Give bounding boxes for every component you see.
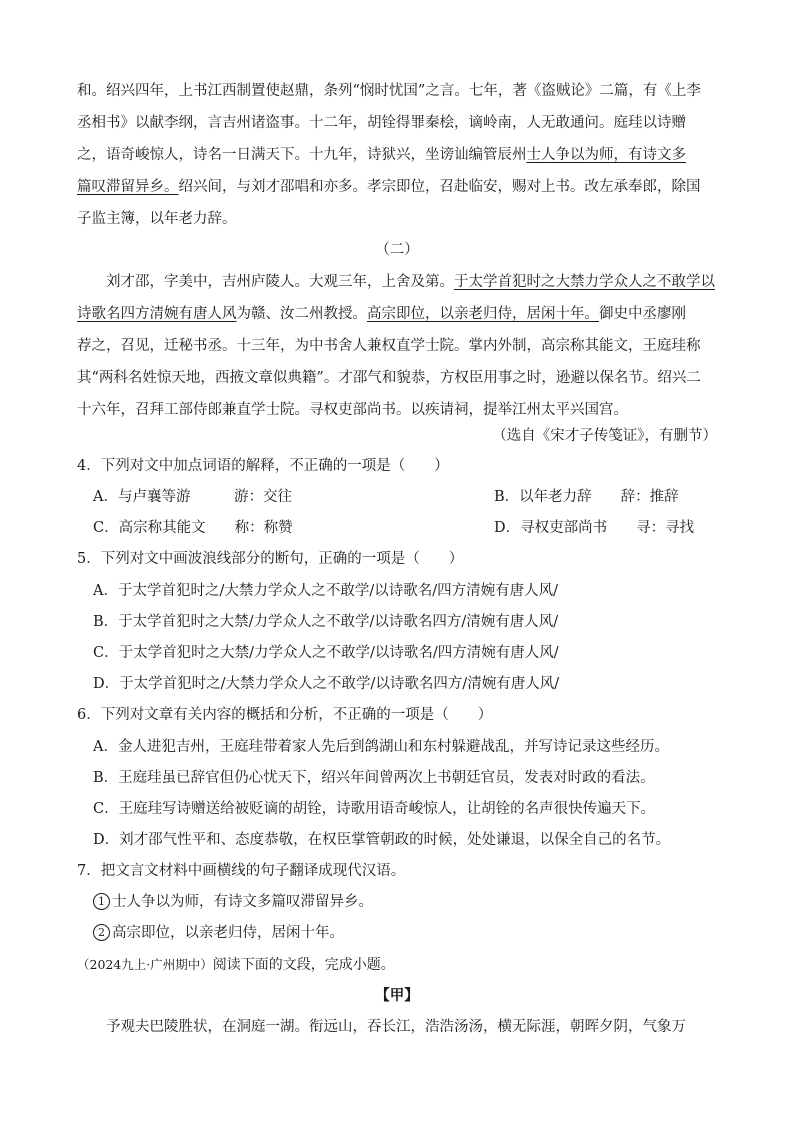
source-tag: （2024九上·广州期中） [77, 957, 213, 972]
source-note: （选自《宋才子传笺证》，有删节） [492, 428, 717, 444]
underlined-sentence-2: 高宗即位，以亲老归侍，居闲十年。 [367, 306, 599, 322]
question-7-stem: 7．把文言文材料中画横线的句子翻译成现代汉语。 [77, 863, 406, 879]
wavy-line-part-a: 于太学首犯时之大禁力学众人之不敢学 [454, 274, 701, 290]
q5-option-d: D．于太学首犯时之/大禁力学众人之不敢学/以诗歌名四方/清婉有唐人风/ [93, 676, 560, 692]
wavy-line-part-b: 以诗歌名四方清婉有唐人风 [77, 274, 715, 322]
text-line: 丞相书》以献李纲，言吉州诸盗事。十二年，胡铨得罪秦桧，谪岭南，人无敢通问。庭珪以诗赠 [77, 115, 686, 131]
underlined-sentence-1a: 士人争以为师，有诗文多 [526, 147, 686, 163]
q4-option-c: C．高宗称其能文 称：称赞 [93, 520, 293, 536]
q5-option-a: A．于太学首犯时之/大禁力学众人之不敢学/以诗歌名/四方清婉有唐人风/ [93, 583, 559, 599]
text-span: 御史中丞廖刚 [599, 306, 686, 322]
question-4-stem: 4．下列对文中加点词语的解释，不正确的一项是（ ） [77, 458, 449, 474]
text-line: 子监主簿，以年老力辞。 [77, 211, 237, 227]
question-5-stem: 5．下列对文中画波浪线部分的断句，正确的一项是（ ） [77, 551, 464, 567]
instruction: 阅读下面的文段，完成小题。 [212, 957, 395, 973]
q7-sentence-1: 士人争以为师，有诗文多篇叹滞留异乡。 [112, 894, 373, 910]
passage-one-tail [77, 75, 717, 235]
text-line: 荐之，召见，迁秘书丞。十三年，为中书舍人兼权直学士院。掌内外制，高宗称其能文，王庭珪称 [77, 338, 701, 354]
q5-option-c: C．于太学首犯时之大禁/力学众人之不敢学/以诗歌名/四方清婉有唐人风/ [93, 645, 559, 661]
q7-item-1 [93, 887, 733, 918]
text-line [77, 139, 717, 171]
q6-option-b: B．王庭珪虽已辞官但仍心忧天下，绍兴年间曾两次上书朝廷官员，发表对时政的看法。 [93, 770, 655, 786]
text-line: 十六年，召拜工部侍郎兼直学士院。寻权吏部尚书。以疾请祠，提举江州太平兴国宫。 [77, 402, 628, 418]
text-line: 和。绍兴四年，上书江西制置使赵鼎，条列“悯时忧国”之言。七年，著《盗贼论》二篇，有《上李 [77, 83, 701, 99]
text-span: 为赣、汝二州教授。 [236, 306, 367, 322]
passage-two [77, 266, 717, 426]
q7-sentence-2: 高宗即位，以亲老归侍，居闲十年。 [112, 925, 344, 941]
q6-option-c: C．王庭珪写诗赠送给被贬谪的胡铨，诗歌用语奇峻惊人，让胡铨的名声很快传遍天下。 [93, 801, 656, 817]
q5-option-b: B．于太学首犯时之大禁/力学众人之不敢学/以诗歌名四方/清婉有唐人风/ [93, 614, 559, 630]
next-question-intro [77, 949, 717, 981]
jia-first-line: 予观夫巴陵胜状，在洞庭一湖。衔远山，吞长江，浩浩汤汤，横无际涯，朝晖夕阴，气象万 [106, 1019, 686, 1035]
question-6-stem: 6．下列对文章有关内容的概括和分析，不正确的一项是（ ） [77, 707, 493, 723]
q4-option-b: B．以年老力辞 辞：推辞 [494, 489, 679, 505]
q4-option-row [93, 513, 733, 544]
q7-item-2 [93, 918, 733, 949]
q6-option-d: D．刘才邵气性平和、态度恭敬，在权臣掌管朝政的时候，处处谦退，以保全自己的名节。 [93, 832, 671, 848]
text-span: 刘才邵，字美中，吉州庐陵人。大观三年，上舍及第。 [106, 274, 454, 290]
section-heading: （二） [375, 242, 419, 258]
q4-option-a: A．与卢襄等游 游：交往 [93, 489, 292, 505]
circled-number-2: 2 [93, 924, 110, 941]
q4-option-row [93, 482, 733, 513]
underlined-sentence-1b: 篇叹滞留异乡。 [77, 179, 179, 195]
text-line [77, 171, 717, 203]
jia-heading: 【甲】 [375, 987, 419, 1004]
text-line: 其“两科名姓惊天地，西掖文章似典籍”。才邵气和貌恭，方权臣用事之时，逊避以保名节。绍兴二 [77, 370, 701, 386]
q4-option-d: D．寻权吏部尚书 寻：寻找 [494, 520, 695, 536]
text-span: 绍兴间，与刘才邵唱和亦多。孝宗即位，召赴临安，赐对上书。改左承奉郎，除国 [178, 179, 701, 195]
q6-option-a: A．金人进犯吉州，王庭珪带着家人先后到鸽湖山和东村躲避战乱，并写诗记录这些经历。 [93, 739, 669, 755]
text-span: 之，语奇峻惊人，诗名一日满天下。十九年，诗狱兴，坐谤讪编管辰州 [77, 147, 527, 163]
passage-two-paragraph [77, 266, 717, 330]
circled-number-1: 1 [93, 893, 110, 910]
